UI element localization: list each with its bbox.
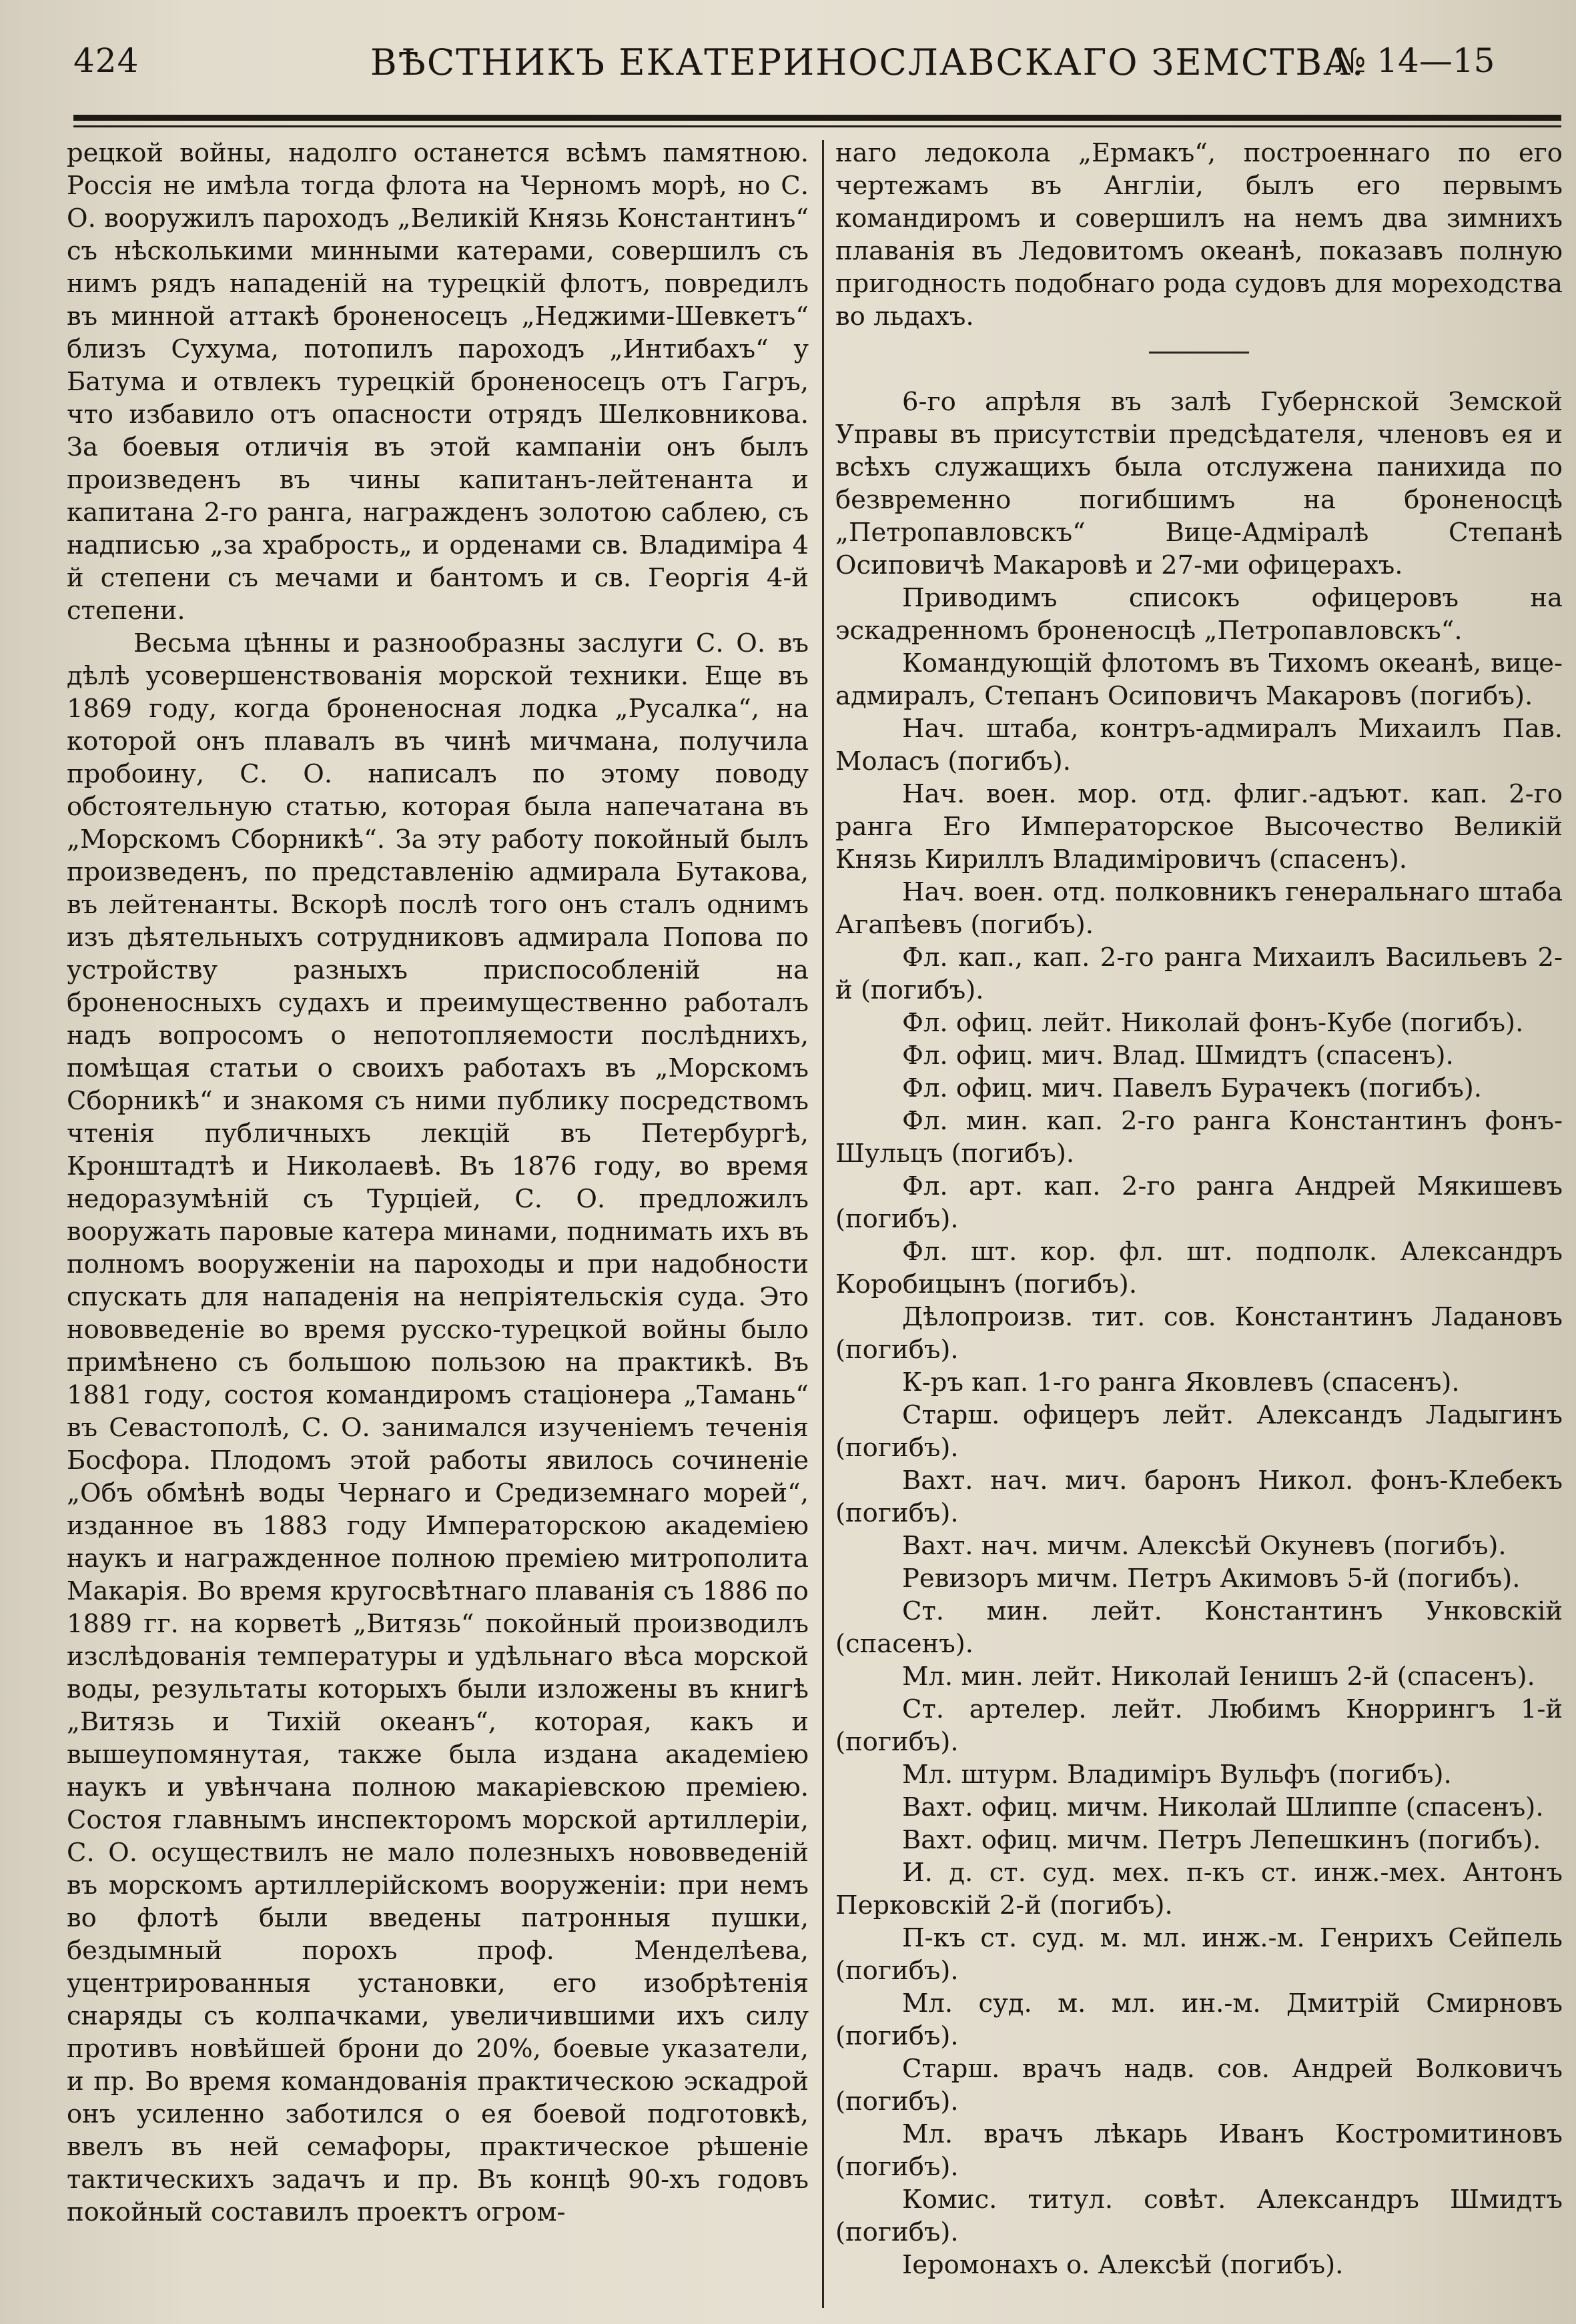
officer-entry: Старш. врачъ надв. сов. Андрей Волковичъ (погибъ). xyxy=(835,2054,1563,2117)
officer-entry: Фл. офиц. лейт. Николай фонъ-Кубе (погибъ). xyxy=(902,1008,1524,1038)
officer-entry: Фл. офиц. мич. Павелъ Бурачекъ (погибъ). xyxy=(902,1073,1483,1103)
officer-entry: Комис. титул. совѣт. Александръ Шмидтъ (погибъ). xyxy=(835,2185,1563,2247)
officer-entry: Вахт. нач. мич. баронъ Никол. фонъ-Клебекъ (погибъ). xyxy=(835,1466,1563,1528)
officer-entry: Фл. мин. кап. 2-го ранга Константинъ фонъ-Шульцъ (погибъ). xyxy=(835,1106,1563,1169)
paragraph: наго ледокола „Ермакъ“, построеннаго по его чертежамъ въ Англіи, былъ его первымъ командиромъ и совершилъ на немъ два зимнихъ плаванія въ Ледовитомъ океанѣ, показавъ полную пригодность подобнаго рода судовъ для мореходства во льдахъ. xyxy=(835,138,1563,332)
paragraph: рецкой войны, надолго останется всѣмъ памятною. Россія не имѣла тогда флота на Черномъ морѣ, но С. О. вооружилъ пароходъ „Великій Князь Константинъ“ съ нѣсколькими минными катерами, совершилъ съ нимъ рядъ нападеній на турецкій флотъ, повредилъ въ минной аттакѣ броненосецъ „Неджими-Шевкетъ“ близъ Сухума, потопилъ пароходъ „Интибахъ“ у Батума и отвлекъ турецкій броненосецъ отъ Гагръ, что избавило отъ опасности отрядъ Шелковникова. За боевыя отличія въ этой кампаніи онъ былъ произведенъ въ чины капитанъ-лейтенанта и капитана 2-го ранга, награжденъ золотою саблею, съ надписью „за храбрость„ и орденами св. Владиміра 4 й степени съ мечами и бантомъ и св. Георгія 4-й степени. xyxy=(67,138,809,626)
paragraph: Весьма цѣнны и разнообразны заслуги С. О. въ дѣлѣ усовершенствованія морской техники. Еще въ 1869 году, когда броненосная лодка „Русалка“, на которой онъ плавалъ въ чинѣ мичмана, получила пробоину, С. О. написалъ по этому поводу обстоятельную статью, которая была напечатана въ „Морскомъ Сборникѣ“. За эту работу покойный былъ произведенъ, по представленію адмирала Бутакова, въ лейтенанты. Вскорѣ послѣ того онъ сталъ однимъ изъ дѣятельныхъ сотрудниковъ адмирала Попова по устройству разныхъ приспособленій на броненосныхъ судахъ и преимущественно работалъ надъ вопросомъ о непотопляемости послѣднихъ, помѣщая статьи о своихъ работахъ въ „Морскомъ Сборникѣ“ и знакомя съ ними публику посредствомъ чтенія публичныхъ лекцій въ Петербургѣ, Кронштадтѣ и Николаевѣ. Въ 1876 году, во время недоразумѣній съ Турціей, С. О. предложилъ вооружать паровые катера минами, поднимать ихъ въ полномъ вооруженіи на пароходы и при надобности спускать для нападенія на непріятельскія суда. Это нововведеніе во время русско-турецкой войны было примѣнено съ большою пользою на практикѣ. Въ 1881 году, состоя командиромъ стаціонера „Тамань“ въ Севастополѣ, С. О. занимался изученіемъ теченія Босфора. Плодомъ этой работы явилось сочиненіе „Объ обмѣнѣ воды Чернаго и Средиземнаго морей“, изданное въ 1883 году Императорскою академіею наукъ и награжденное полною преміею митрополита Макарія. Во время кругосвѣтнаго плаванія съ 1886 по 1889 гг. на корветѣ „Витязь“ покойный производилъ изслѣдованія температуры и удѣльнаго вѣса морской воды, результаты которыхъ были изложены въ книгѣ „Витязь и Тихій океанъ“, которая, какъ и вышеупомянутая, также была издана академіею наукъ и увѣнчана полною макаріевскою преміею. Состоя главнымъ инспекторомъ морской артиллеріи, С. О. осуществилъ не мало полезныхъ нововведеній въ морскомъ артиллерійскомъ вооруженіи: при немъ во флотѣ были введены патронныя пушки, бездымный порохъ проф. Менделѣева, уцентрированныя установки, его изобрѣтенія снаряды съ колпачками, увеличившими ихъ силу противъ новѣйшей брони до 20%, боевые указатели, и пр. Во время командованія практическою эскадрой онъ усиленно заботился о ея боевой подготовкѣ, ввелъ въ ней семафоры, практическое рѣшеніе тактическихъ задачъ и пр. Въ концѣ 90-хъ годовъ покойный составилъ проектъ огром- xyxy=(67,628,809,2227)
page-number: 424 xyxy=(73,41,139,80)
officer-entry: Ст. артелер. лейт. Любимъ Кноррингъ 1-й (погибъ). xyxy=(835,1694,1563,1757)
right-column xyxy=(835,137,1563,2281)
officer-entry: Ревизоръ мичм. Петръ Акимовъ 5-й (погибъ). xyxy=(902,1564,1521,1594)
officer-entry: Мл. врачъ лѣкарь Иванъ Костромитиновъ (погибъ). xyxy=(835,2119,1563,2182)
officer-entry: Вахт. офиц. мичм. Николай Шлиппе (спасенъ). xyxy=(902,1792,1544,1822)
journal-title: ВѢСТНИКЪ ЕКАТЕРИНОСЛАВСКАГО ЗЕМСТВА. xyxy=(370,41,1365,83)
officer-entry: Командующій флотомъ въ Тихомъ океанѣ, вице-адмиралъ, Степанъ Осиповичъ Макаровъ (погибъ). xyxy=(835,648,1563,711)
officer-entry: П-къ ст. суд. м. мл. инж.-м. Генрихъ Сейпель (погибъ). xyxy=(835,1923,1563,1986)
officer-entry: Фл. офиц. мич. Влад. Шмидтъ (спасенъ). xyxy=(902,1041,1454,1071)
officer-entry: Іеромонахъ о. Алексѣй (погибъ). xyxy=(902,2250,1344,2280)
officer-entry: Фл. арт. кап. 2-го ранга Андрей Мякишевъ (погибъ). xyxy=(835,1171,1563,1234)
left-column xyxy=(67,137,809,2229)
issue-number: № 14—15 xyxy=(1334,41,1495,80)
paragraph: 6-го апрѣля въ залѣ Губернской Земской Управы въ присутствіи предсѣдателя, членовъ ея и всѣхъ служащихъ была отслужена панихида по безвременно погибшимъ на броненосцѣ „Петропавловскъ“ Вице-Адміралѣ Степанѣ Осиповичѣ Макаровѣ и 27-ми офицерахъ. xyxy=(835,387,1563,580)
officer-entry: Фл. кап., кап. 2-го ранга Михаилъ Васильевъ 2-й (погибъ). xyxy=(835,943,1563,1005)
officer-entry: Мл. суд. м. мл. ин.-м. Дмитрій Смирновъ (погибъ). xyxy=(835,1988,1563,2051)
officer-entry: Нач. штаба, контръ-адмиралъ Михаилъ Пав. Моласъ (погибъ). xyxy=(835,714,1563,776)
officer-entry: Нач. воен. мор. отд. флиг.-адъют. кап. 2-го ранга Его Императорское Высочество Великій Князь Кириллъ Владиміровичъ (спасенъ). xyxy=(835,779,1563,875)
officer-entry: К-ръ кап. 1-го ранга Яковлевъ (спасенъ). xyxy=(902,1367,1460,1397)
officer-entry: Нач. воен. отд. полковникъ генеральнаго штаба Агапѣевъ (погибъ). xyxy=(835,877,1563,940)
column-divider xyxy=(822,140,824,2308)
officer-entry: Вахт. нач. мичм. Алексѣй Окуневъ (погибъ). xyxy=(902,1531,1507,1561)
section-separator xyxy=(1149,352,1249,354)
officer-entry: Дѣлопроизв. тит. сов. Константинъ Ладановъ (погибъ). xyxy=(835,1302,1563,1365)
officer-entry: Фл. шт. кор. фл. шт. подполк. Александръ Коробицынъ (погибъ). xyxy=(835,1237,1563,1299)
officer-entry: И. д. ст. суд. мех. п-къ ст. инж.-мех. Антонъ Перковскій 2-й (погибъ). xyxy=(835,1858,1563,1920)
header-rule-thick xyxy=(73,115,1561,121)
officer-entry: Вахт. офиц. мичм. Петръ Лепешкинъ (погибъ). xyxy=(902,1825,1541,1855)
officer-entry: Мл. мин. лейт. Николай Іенишъ 2-й (спасенъ). xyxy=(902,1662,1535,1692)
paragraph: Приводимъ списокъ офицеровъ на эскадренномъ броненосцѣ „Петропавловскъ“. xyxy=(835,583,1563,646)
officer-entry: Мл. штурм. Владиміръ Вульфъ (погибъ). xyxy=(902,1760,1452,1790)
page-header xyxy=(0,41,1576,95)
officer-entry: Старш. офицеръ лейт. Александъ Ладыгинъ (погибъ). xyxy=(835,1400,1563,1463)
officer-entry: Ст. мин. лейт. Константинъ Унковскій (спасенъ). xyxy=(835,1596,1563,1659)
header-rule-thin xyxy=(73,125,1561,127)
